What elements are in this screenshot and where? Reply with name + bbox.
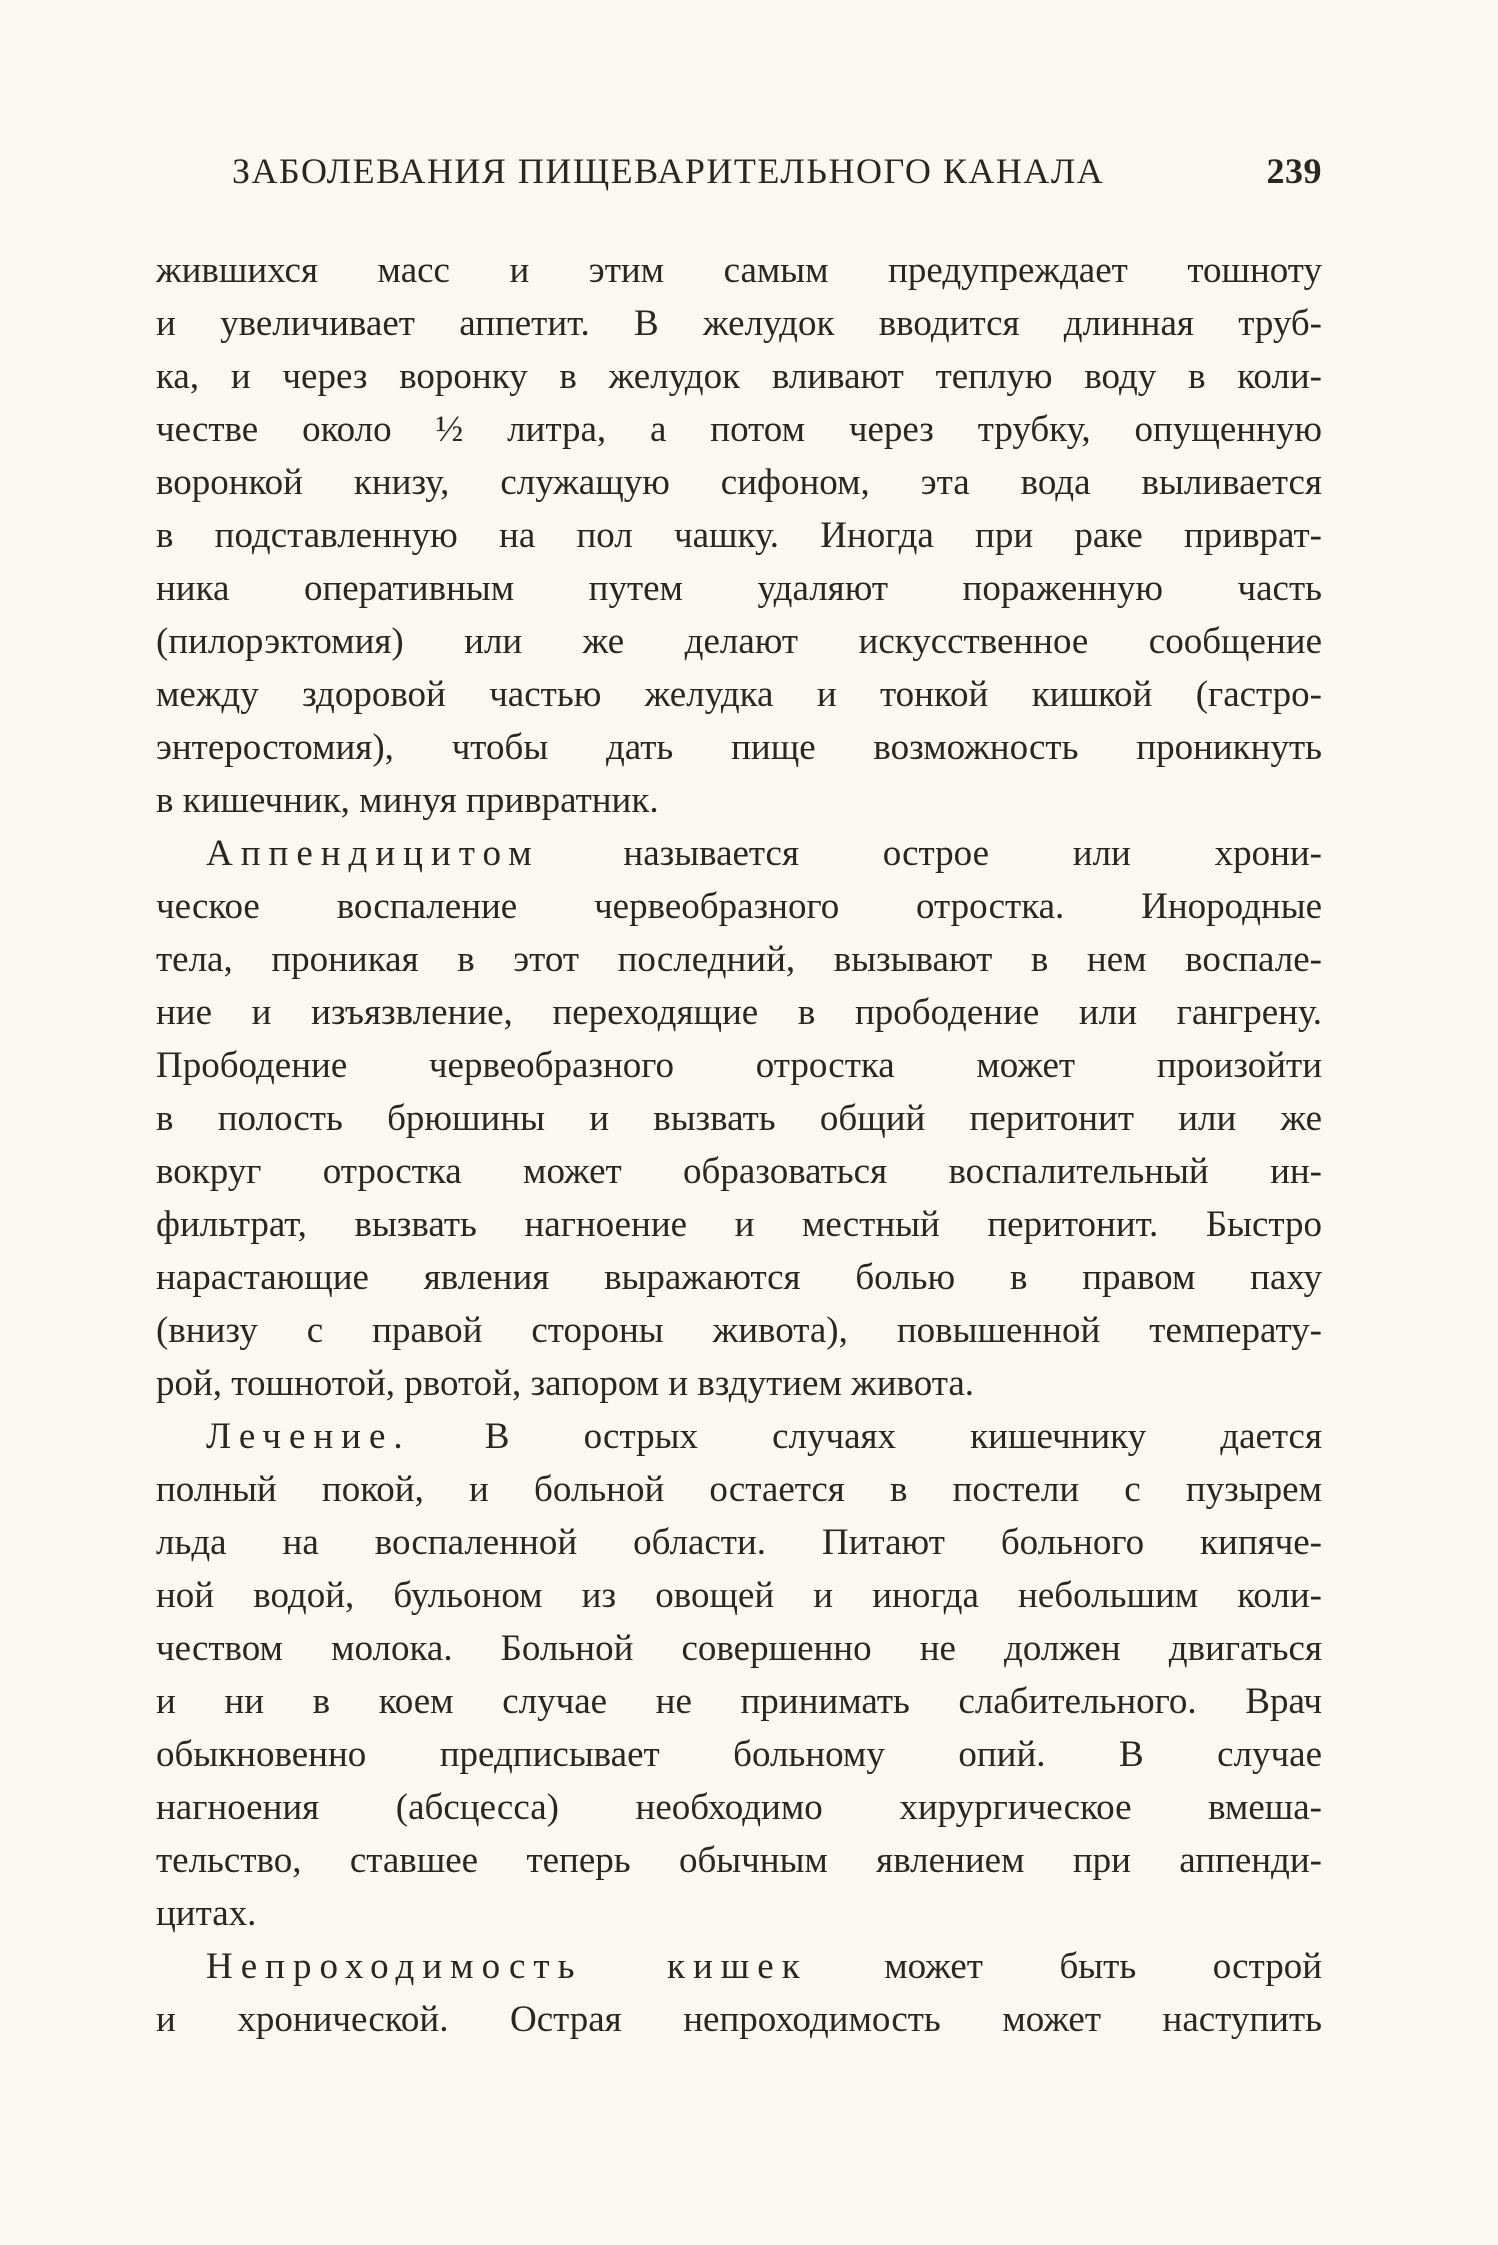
text-line: честве около ½ литра, а потом через трубку, опущенную bbox=[156, 409, 1322, 450]
text-line: ка, и через воронку в желудок вливают теплую воду в коли- bbox=[156, 356, 1322, 397]
body-text bbox=[156, 244, 1322, 2046]
text-line: между здоровой частью желудка и тонкой кишкой (гастро- bbox=[156, 674, 1322, 715]
text-line: Прободение червеобразного отростка может произойти bbox=[156, 1045, 1322, 1086]
text-line: (пилорэктомия) или же делают искусственное сообщение bbox=[156, 621, 1322, 662]
text-line: воронкой книзу, служащую сифоном, эта вода выливается bbox=[156, 462, 1322, 503]
text-line: рой, тошнотой, рвотой, запором и вздутием живота. bbox=[156, 1363, 975, 1404]
page-number: 239 bbox=[1266, 151, 1322, 191]
text-line: тельство, ставшее теперь обычным явлением при аппенди- bbox=[156, 1840, 1322, 1881]
text-line: тела, проникая в этот последний, вызывают в нем воспале- bbox=[156, 939, 1322, 980]
text-line: (внизу с правой стороны живота), повышенной температу- bbox=[156, 1310, 1322, 1351]
text-line: ческое воспаление червеобразного отростка. Инородные bbox=[156, 886, 1322, 927]
text-line: в полость брюшины и вызвать общий перитонит или же bbox=[156, 1098, 1322, 1139]
paragraph-appendicitis-start: Аппендицитом называется острое или хрони- bbox=[206, 833, 1322, 874]
text-line: ной водой, бульоном из овощей и иногда небольшим коли- bbox=[156, 1575, 1322, 1616]
text-line: цитах. bbox=[156, 1893, 257, 1934]
text-line: и ни в коем случае не принимать слабительного. Врач bbox=[156, 1681, 1322, 1722]
text-line: обыкновенно предписывает больному опий. В случае bbox=[156, 1734, 1322, 1775]
chapter-title: ЗАБОЛЕВАНИЯ ПИЩЕВАРИТЕЛЬНОГО КАНАЛА bbox=[232, 151, 1105, 191]
text-line: вокруг отростка может образоваться воспалительный ин- bbox=[156, 1151, 1322, 1192]
text-line: нарастающие явления выражаются болью в правом паху bbox=[156, 1257, 1322, 1298]
text-line: в кишечник, минуя привратник. bbox=[156, 780, 659, 821]
term-obstruction: Непроходимость кишек bbox=[206, 1946, 808, 1987]
term-treatment: Лечение. bbox=[206, 1416, 411, 1457]
term-appendicitis: Аппендицитом bbox=[206, 833, 540, 874]
text-line: льда на воспаленной области. Питают больного кипяче- bbox=[156, 1522, 1322, 1563]
text-line: фильтрат, вызвать нагноение и местный перитонит. Быстро bbox=[156, 1204, 1322, 1245]
text-line: и хронической. Острая непроходимость может наступить bbox=[156, 1999, 1322, 2040]
text-line: энтеростомия), чтобы дать пище возможность проникнуть bbox=[156, 727, 1322, 768]
text-line: нагноения (абсцесса) необходимо хирургическое вмеша- bbox=[156, 1787, 1322, 1828]
text-line: полный покой, и больной остается в постели с пузырем bbox=[156, 1469, 1322, 1510]
text-line: ника оперативным путем удаляют пораженную часть bbox=[156, 568, 1322, 609]
text-line: в подставленную на пол чашку. Иногда при раке приврат- bbox=[156, 515, 1322, 556]
text-line: и увеличивает аппетит. В желудок вводится длинная труб- bbox=[156, 303, 1322, 344]
text-line: ние и изъязвление, переходящие в прободение или гангрену. bbox=[156, 992, 1322, 1033]
running-head bbox=[232, 150, 1322, 200]
paragraph-treatment-start: Лечение. В острых случаях кишечнику дается bbox=[206, 1416, 1322, 1457]
text-line: жившихся масс и этим самым предупреждает тошноту bbox=[156, 250, 1322, 291]
text-line: чеством молока. Больной совершенно не должен двигаться bbox=[156, 1628, 1322, 1669]
paragraph-obstruction-start: Непроходимость кишек может быть острой bbox=[206, 1946, 1322, 1987]
